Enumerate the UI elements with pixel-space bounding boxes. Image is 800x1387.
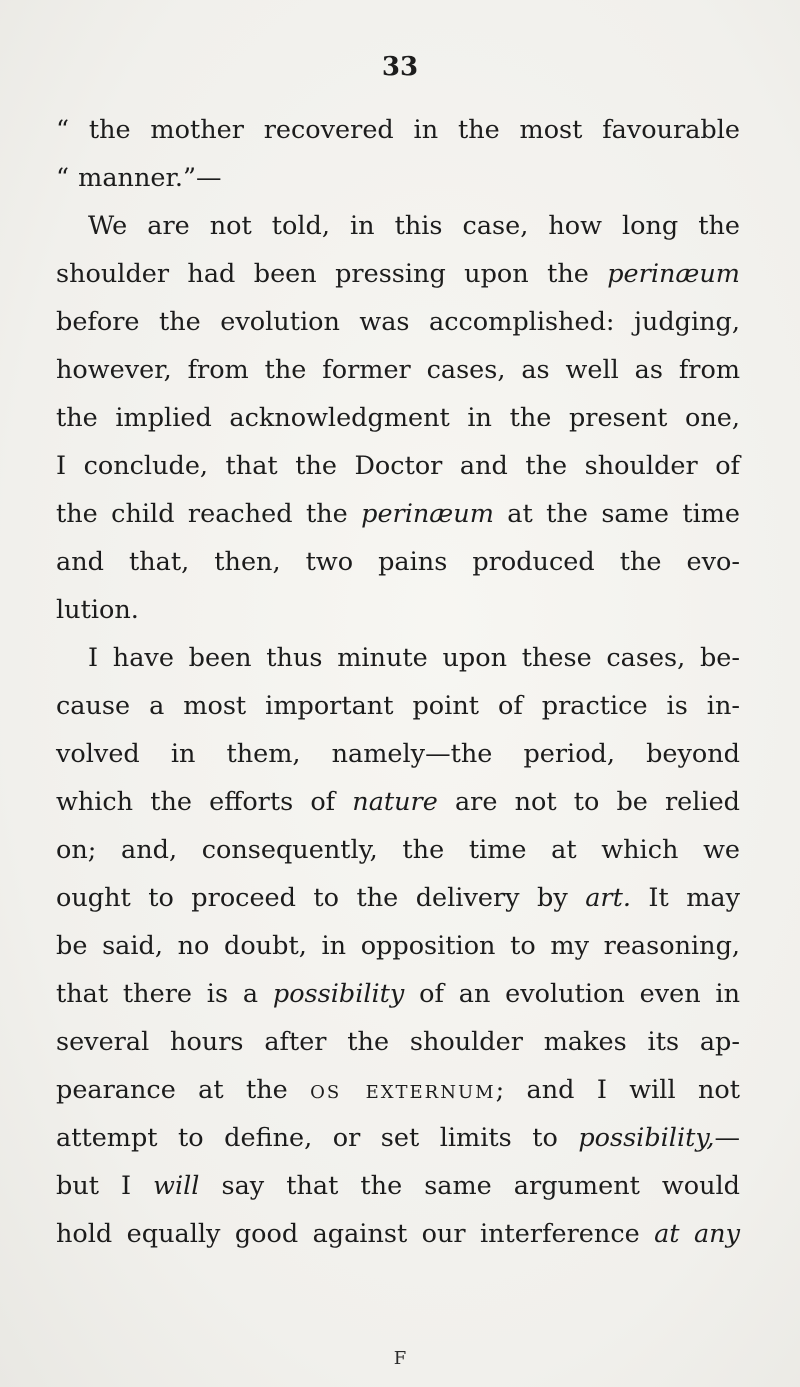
text-line	[56, 835, 740, 865]
text-line	[56, 931, 740, 961]
italic-term: possibility	[272, 979, 405, 1009]
line-text: of an evolution even in	[404, 979, 741, 1009]
line-text: at the same time	[493, 499, 740, 529]
line-text: “ manner.”—	[56, 163, 222, 193]
text-line	[56, 307, 740, 337]
line-text: which the efforts of	[56, 787, 353, 817]
line-text: and that, then, two pains produced the evo-	[56, 547, 740, 577]
italic-term: will	[153, 1171, 200, 1201]
text-line	[56, 1219, 740, 1249]
italic-term: possibility,	[578, 1123, 715, 1153]
text-line	[56, 787, 741, 817]
line-text: —	[714, 1123, 740, 1153]
text-line	[56, 1075, 740, 1105]
italic-term: perinæum	[361, 499, 494, 529]
line-text: are not to be relied	[437, 787, 741, 817]
line-text: pearance at the	[56, 1075, 311, 1105]
text-line	[56, 163, 222, 193]
line-text: several hours after the shoulder makes its ap-	[56, 1027, 740, 1057]
text-line	[88, 643, 740, 673]
line-text: It may	[630, 883, 740, 913]
italic-term: nature	[352, 787, 438, 817]
line-text: that there is a	[56, 979, 273, 1009]
body-text	[0, 115, 800, 1338]
line-text: I conclude, that the Doctor and the shoulder of	[56, 451, 740, 481]
text-line	[56, 547, 740, 577]
italic-term: perinæum	[607, 259, 740, 289]
line-text: ; and I will not	[495, 1075, 740, 1105]
line-text: attempt to define, or set limits to	[56, 1123, 579, 1153]
line-text: the implied acknowledgment in the present one,	[56, 403, 740, 433]
page-number: 33	[381, 52, 419, 82]
text-line	[56, 979, 741, 1009]
text-line	[56, 595, 139, 625]
line-text: be said, no doubt, in opposition to my reasoning,	[56, 931, 740, 961]
line-text: We are not told, in this case, how long the	[88, 211, 740, 241]
line-text: “ the mother recovered in the most favourable	[56, 115, 740, 145]
text-line	[56, 739, 740, 769]
line-text: the child reached the	[56, 499, 362, 529]
text-line	[56, 691, 740, 721]
line-text: shoulder had been pressing upon the	[56, 259, 608, 289]
line-text: but I	[56, 1171, 154, 1201]
text-line	[56, 115, 740, 145]
text-line	[56, 1027, 740, 1057]
line-text: lution.	[56, 595, 139, 625]
text-line	[56, 499, 740, 529]
line-text: I have been thus minute upon these cases, be-	[88, 643, 740, 673]
text-line	[56, 355, 740, 385]
small-caps-term: os externum	[310, 1075, 496, 1105]
text-line	[56, 1123, 740, 1153]
line-text: cause a most important point of practice is in-	[56, 691, 740, 721]
text-line	[56, 259, 740, 289]
text-line	[56, 403, 740, 433]
line-text: however, from the former cases, as well as from	[56, 355, 740, 385]
signature-mark: F	[393, 1348, 407, 1369]
text-line	[56, 883, 740, 913]
line-text: on; and, consequently, the time at which we	[56, 835, 740, 865]
italic-term: at any	[654, 1219, 740, 1249]
line-text: ought to proceed to the delivery by	[56, 883, 586, 913]
text-line	[56, 1171, 740, 1201]
text-line	[56, 451, 740, 481]
line-text: before the evolution was accomplished: judging,	[56, 307, 740, 337]
line-text: volved in them, namely—the period, beyond	[56, 739, 740, 769]
text-line	[88, 211, 740, 241]
line-text: say that the same argument would	[199, 1171, 740, 1201]
italic-term: art.	[585, 883, 631, 913]
line-text: hold equally good against our interference	[56, 1219, 655, 1249]
